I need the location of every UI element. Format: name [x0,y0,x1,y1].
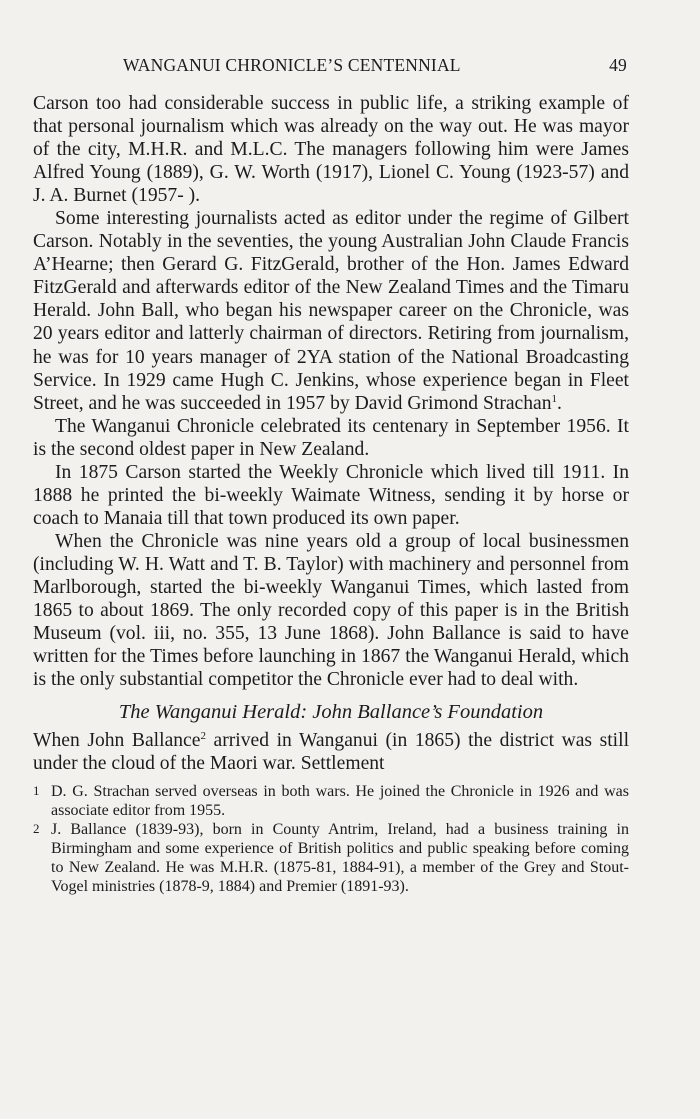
body-text [33,92,629,775]
paragraph-editors-text: Some interesting journalists acted as editor under the regime of Gilbert Carson. Notably in the seventies, the young Australian John Claude Francis A’Hearne; then Gerard G. FitzGerald, brother of the Hon. James Edward FitzGerald and afterwards editor of the New Zealand Times and the Timaru Herald. John Ball, who began his newspaper career on the Chronicle, was 20 years editor and latterly chairman of directors. Retiring from journalism, he was for 10 years manager of 2YA station of the National Broadcasting Service. In 1929 came Hugh C. Jenkins, whose experience began in Fleet Street, and he was succeeded in 1957 by David Grimond Strachan [33,208,629,414]
footnote-1-text: D. G. Strachan served overseas in both wars. He joined the Chronicle in 1926 and was associate editor from 1955. [51,783,629,820]
section-heading: The Wanganui Herald: John Ballance’s Foundation [118,701,544,724]
paragraph-editors [33,207,629,414]
footnote-2 [33,820,629,896]
paragraph-weekly-chronicle: In 1875 Carson started the Weekly Chronicle which lived till 1911. In 1888 he printed the bi-weekly Waimate Witness, sending it by horse or coach to Manaia till that town produced its own paper. [33,461,629,529]
running-header [33,52,629,82]
paragraph-carson-public-life: Carson too had considerable success in public life, a striking example of that personal journalism which was already on the way out. He was mayor of the city, M.H.R. and M.L.C. The managers following him were James Alfred Young (1889), G. W. Worth (1917), Lionel C. Young (1923-57) and J. A. Burnet (1957- ). [33,93,629,207]
ballance-continuation: arrived in Wanganui (in 1865) the district was still under the cloud of the Maori war. Settlement [33,730,630,775]
running-title: WANGANUI CHRONICLE’S CENTENNIAL [123,55,461,75]
paragraph-ballance-arrival [33,729,629,775]
footnotes [33,782,629,896]
footnote-1 [33,782,629,820]
sentence-end: . [557,392,562,414]
footnote-ref-1: 1 [551,392,558,405]
ballance-lead: When John Ballance [33,730,201,752]
book-page [33,52,629,896]
footnote-2-mark: 2 [33,821,40,837]
footnote-1-mark: 1 [33,783,40,799]
footnote-2-text: J. Ballance (1839-93), born in County Antrim, Ireland, had a business training in Birmingham and some experience of British politics and public speaking before coming to New Zealand. He was M.H.R. (1875-81, 1884-91), a member of the Grey and Stout-Vogel ministries (1878-9, 1884) and Premier (1891-93). [51,821,629,896]
footnote-ref-2: 2 [200,730,206,743]
paragraph-centenary: The Wanganui Chronicle celebrated its centenary in September 1956. It is the second oldest paper in New Zealand. [33,415,629,460]
page-number: 49 [609,55,627,75]
paragraph-wanganui-times: When the Chronicle was nine years old a group of local businessmen (including W. H. Watt and T. B. Taylor) with machinery and personnel from Marlborough, started the bi-weekly Wanganui Times, which lasted from 1865 to about 1869. The only recorded copy of this paper is in the British Museum (vol. iii, no. 355, 13 June 1868). John Ballance is said to have written for the Times before launching in 1867 the Wanganui Herald, which is the only substantial competitor the Chronicle ever had to deal with. [33,530,629,691]
